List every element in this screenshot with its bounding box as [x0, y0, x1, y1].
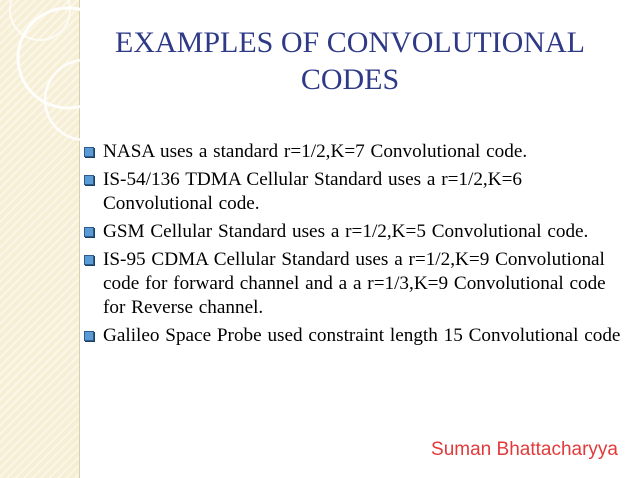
bullet-text: IS-95 CDMA Cellular Standard uses a r=1/2,K=9 Convolutional code for forward channel and a a r=1/3,K=9 Convolutional code for Reverse channel.: [103, 249, 606, 318]
title-line-1: EXAMPLES OF CONVOLUTIONAL: [115, 26, 585, 59]
square-bullet-icon: [84, 227, 94, 237]
square-bullet-icon: [84, 255, 94, 265]
slide-title: [100, 24, 600, 98]
bullet-text: NASA uses a standard r=1/2,K=7 Convolutional code.: [103, 141, 528, 162]
bullet-item: [84, 248, 632, 320]
title-line-2: CODES: [300, 63, 400, 96]
bullet-text: GSM Cellular Standard uses a r=1/2,K=5 Convolutional code.: [103, 221, 589, 242]
author-name: Suman Bhattacharyya: [431, 439, 618, 460]
bullet-text: IS-54/136 TDMA Cellular Standard uses a r=1/2,K=6 Convolutional code.: [103, 169, 522, 214]
bullet-item: [84, 140, 632, 164]
bullet-item: [84, 220, 632, 244]
square-bullet-icon: [84, 147, 94, 157]
bullet-list: [84, 140, 632, 352]
square-bullet-icon: [84, 175, 94, 185]
bullet-item: [84, 168, 632, 216]
bullet-text: Galileo Space Probe used constraint length 15 Convolutional code: [103, 325, 621, 346]
square-bullet-icon: [84, 331, 94, 341]
bullet-item: [84, 324, 632, 348]
